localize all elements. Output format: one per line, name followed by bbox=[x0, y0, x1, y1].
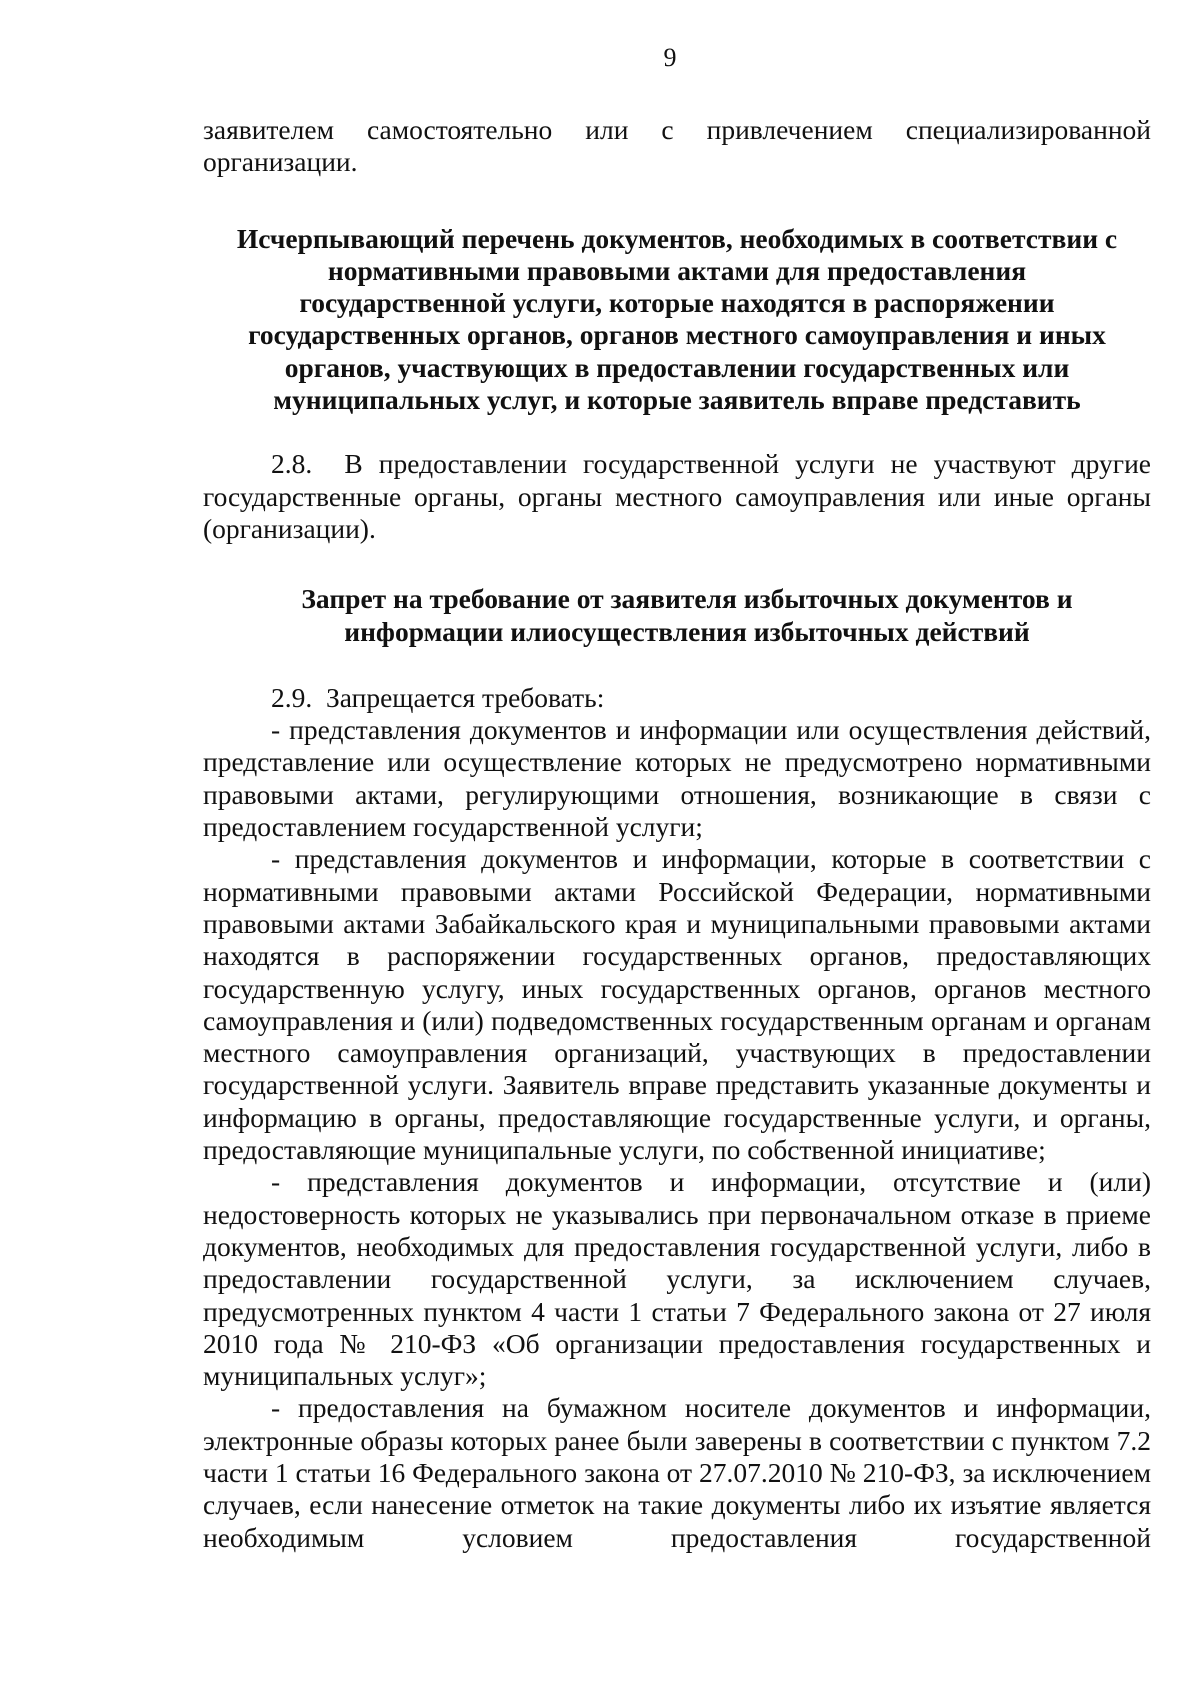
list-item: - представления документов и информации или осуществления действий, представление или осуществление которых не предусмотрено нормативными правовыми актами, регулирующими отношения, возникающие в связи с предоставлением государственной услуги; bbox=[203, 714, 1151, 843]
page-number: 9 bbox=[663, 43, 677, 72]
section-heading-prohibition: Запрет на требование от заявителя избыточных документов и информации илиосуществления избыточных действий bbox=[301, 583, 1073, 647]
paragraph-2-8: 2.8. В предоставлении государственной услуги не участвуют другие государственные органы, органы местного самоуправления или иные органы (организации). bbox=[203, 448, 1151, 544]
list-item: - представления документов и информации, которые в соответствии с нормативными правовыми актами Российской Федерации, нормативными правовыми актами Забайкальского края и муниципальными правовыми актами находятся в распоряжении государственных органов, предоставляющих государственную услугу, иных государственных органов, органов местного самоуправления и (или) подведомственных государственным органам и органам местного самоуправления организаций, участвующих в предоставлении государственной услуги. Заявитель вправе представить указанные документы и информацию в органы, предоставляющие государственные услуги, и органы, предоставляющие муниципальные услуги, по собственной инициативе; bbox=[203, 843, 1151, 1166]
list-item: - представления документов и информации, отсутствие и (или) недостоверность которых не указывались при первоначальном отказе в приеме документов, необходимых для предоставления государственной услуги, либо в предоставлении государственной услуги, за исключением случаев, предусмотренных пунктом 4 части 1 статьи 7 Федерального закона от 27 июля 2010 года № 210-ФЗ «Об организации предоставления государственных и муниципальных услуг»; bbox=[203, 1166, 1151, 1392]
paragraph-2-9: 2.9. Запрещается требовать: bbox=[271, 681, 605, 713]
list-item: - предоставления на бумажном носителе документов и информации, электронные образы которых ранее были заверены в соответствии с пунктом 7.2 части 1 статьи 16 Федерального закона от 27.07.2010 № 210-ФЗ, за исключением случаев, если нанесение отметок на такие документы либо их изъятие является необходимым условием предоставления государственной bbox=[203, 1392, 1151, 1553]
intro-line-2: организации. bbox=[203, 146, 358, 178]
document-body bbox=[203, 114, 1151, 1554]
intro-line-1: заявителем самостоятельно или с привлечением специализированной bbox=[203, 114, 1151, 145]
section-heading-documents: Исчерпывающий перечень документов, необходимых в соответствии с нормативными правовыми актами для предоставления государственной услуги, которые находятся в распоряжении государственных органов, органов местного самоуправления и иных органов, участвующих в предоставлении государственных или муниципальных услуг, и которые заявитель вправе представить bbox=[236, 222, 1118, 416]
